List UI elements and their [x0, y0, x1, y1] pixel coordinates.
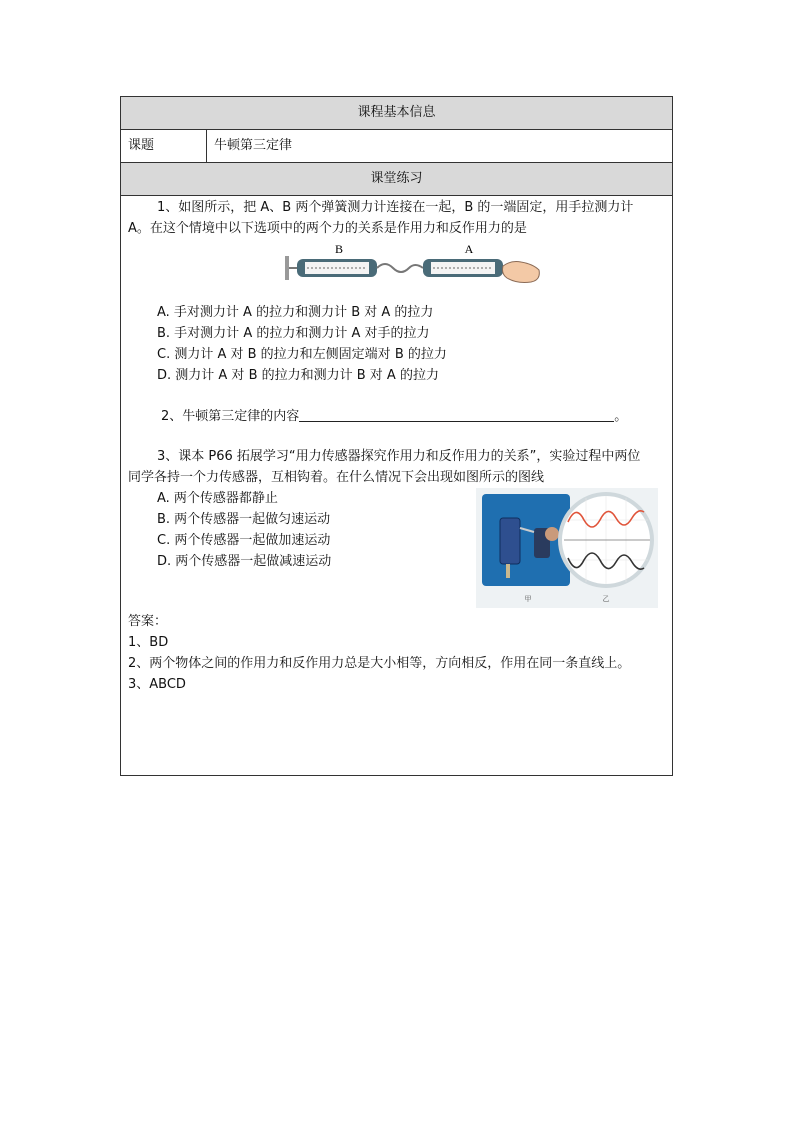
- exercise-header: 课堂练习: [121, 163, 672, 196]
- connecting-hook: [377, 264, 423, 272]
- q3-option-b: B. 两个传感器一起做匀速运动: [157, 512, 331, 527]
- fixed-end: [285, 256, 289, 280]
- answer-3: 3、ABCD: [128, 677, 186, 692]
- q1-option-a: A. 手对测力计 A 的拉力和测力计 B 对 A 的拉力: [157, 305, 434, 320]
- gauge-b-label: B: [334, 242, 344, 256]
- answer-2: 2、两个物体之间的作用力和反作用力总是大小相等，方向相反，作用在同一条直线上。: [128, 656, 631, 671]
- q2-prefix: 2、牛顿第三定律的内容: [161, 409, 300, 424]
- hand-icon: [503, 262, 540, 283]
- q1-line2: A。在这个情境中以下选项中的两个力的关系是作用力和反作用力的是: [128, 221, 527, 236]
- answer-1: 1、BD: [128, 635, 169, 650]
- topic-label: 课题: [121, 130, 207, 162]
- q1-option-d: D. 测力计 A 对 B 的拉力和测力计 B 对 A 的拉力: [157, 368, 439, 383]
- answers-title: 答案：: [128, 614, 168, 629]
- force-sensor-figure: [476, 488, 658, 608]
- topic-value: 牛顿第三定律: [214, 138, 293, 153]
- topic-row: [121, 130, 672, 163]
- q3-option-a: A. 两个传感器都静止: [157, 491, 278, 506]
- exercise-content: [121, 196, 672, 778]
- figure-label-jia: 甲: [524, 595, 532, 603]
- sensor-photo: [482, 494, 570, 586]
- q3-option-c: C. 两个传感器一起做加速运动: [157, 533, 331, 548]
- q1-option-b: B. 手对测力计 A 的拉力和测力计 A 对手的拉力: [157, 326, 430, 341]
- sensor-left: [500, 518, 520, 564]
- q2-blank: [299, 408, 614, 422]
- q3-line1: 3、课本 P66 拓展学习“用力传感器探究作用力和反作用力的关系”，实验过程中两位: [157, 449, 641, 464]
- spring-scale-figure: [281, 242, 543, 290]
- q3-line2: 同学各持一个力传感器，互相钩着。在什么情况下会出现如图所示的图线: [128, 470, 545, 485]
- gauge-a-label: A: [464, 242, 474, 256]
- q2-suffix: 。: [614, 409, 628, 424]
- q3-option-d: D. 两个传感器一起做减速运动: [157, 554, 332, 569]
- figure-label-yi: 乙: [602, 595, 610, 603]
- lesson-sheet: [120, 96, 673, 776]
- q1-line1: 1、如图所示，把 A、B 两个弹簧测力计连接在一起，B 的一端固定，用手拉测力计: [157, 200, 634, 215]
- q2-line: [161, 408, 627, 426]
- course-info-header: 课程基本信息: [121, 97, 672, 130]
- q1-option-c: C. 测力计 A 对 B 的拉力和左侧固定端对 B 的拉力: [157, 347, 447, 362]
